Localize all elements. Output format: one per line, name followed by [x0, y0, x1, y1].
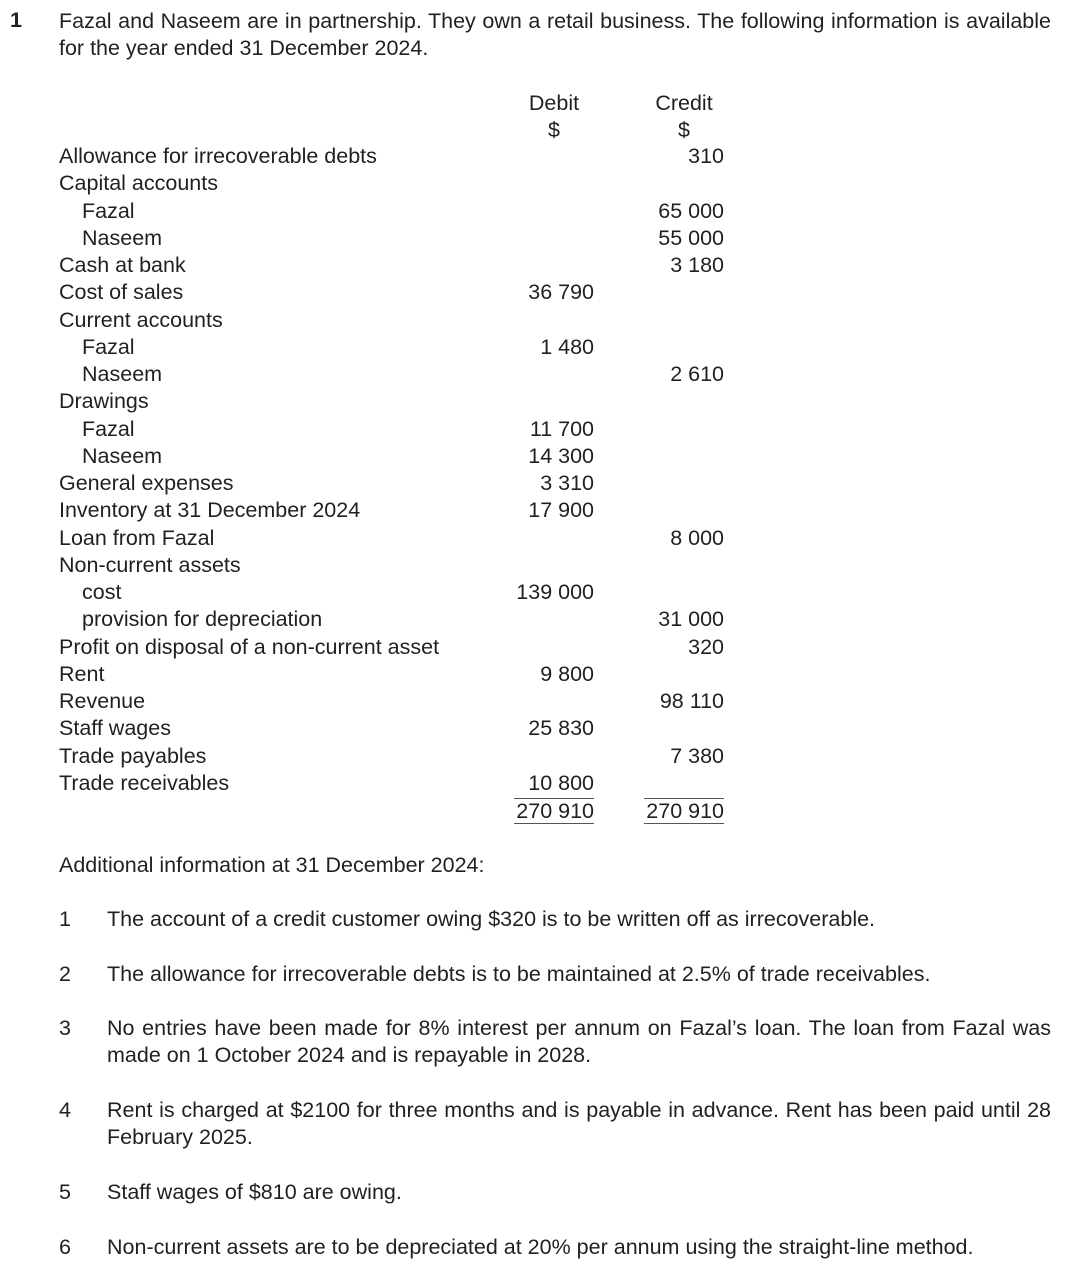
table-row: [0, 252, 1075, 279]
table-row: [0, 443, 1075, 470]
credit-value: 320: [688, 634, 724, 659]
credit-value: 98 110: [659, 689, 724, 713]
table-row: [0, 661, 1075, 688]
additional-item: [59, 1179, 1051, 1206]
row-label: Inventory at 31 December 2024: [59, 498, 361, 523]
item-text: Non-current assets are to be depreciated at 20% per annum using the straight-line method.: [107, 1235, 974, 1259]
additional-item: [59, 961, 1051, 988]
row-label: Fazal: [82, 198, 135, 223]
credit-value: 31 000: [658, 607, 724, 632]
row-label: Trade receivables: [59, 770, 230, 795]
row-label: Rent: [59, 661, 105, 686]
credit-value: 310: [688, 144, 724, 168]
item-text: No entries have been made for 8% interest per annum on Fazal’s loan. The loan from Fazal was made on 1 October 2024 and is repayable in 2028.: [107, 1016, 1051, 1067]
row-label: Cost of sales: [59, 280, 184, 305]
row-label: Fazal: [82, 416, 135, 441]
row-label: Naseem: [82, 225, 163, 250]
row-label: provision for depreciation: [82, 607, 323, 632]
table-row: [0, 416, 1075, 443]
table-row: [0, 470, 1075, 497]
row-label: Revenue: [59, 689, 146, 713]
row-label: cost: [82, 580, 122, 604]
table-row: [0, 634, 1075, 661]
debit-value: 3 310: [540, 471, 594, 495]
item-text: The allowance for irrecoverable debts is to be maintained at 2.5% of trade receivables.: [107, 962, 931, 986]
credit-value: 7 380: [670, 743, 724, 768]
additional-item: [59, 1097, 1051, 1151]
row-label: Staff wages: [59, 716, 171, 741]
row-label: Naseem: [82, 443, 163, 468]
row-label: Current accounts: [59, 307, 223, 332]
table-row: [0, 770, 1075, 797]
debit-value: 36 790: [528, 280, 594, 305]
debit-total: 270 910: [514, 798, 594, 824]
row-label: Capital accounts: [59, 171, 218, 196]
credit-value: 3 180: [670, 253, 724, 277]
debit-value: 14 300: [528, 443, 594, 468]
item-text: Staff wages of $810 are owing.: [107, 1180, 402, 1204]
row-label: Cash at bank: [59, 253, 186, 277]
totals-row: [0, 797, 1075, 824]
row-label: Fazal: [82, 334, 135, 359]
table-row: [0, 606, 1075, 633]
row-label: Trade payables: [59, 743, 207, 768]
trial-balance: [0, 143, 1075, 824]
credit-value: 65 000: [658, 198, 724, 223]
table-row: [0, 525, 1075, 552]
table-row: [0, 143, 1075, 170]
credit-header: Credit: [655, 91, 713, 115]
table-row: [0, 334, 1075, 361]
debit-value: 11 700: [529, 416, 594, 441]
credit-value: 8 000: [670, 525, 724, 550]
question-intro: Fazal and Naseem are in partnership. They own a retail business. The following information is available for the year ended 31 December 2024.: [59, 9, 1051, 60]
row-label: Naseem: [82, 362, 163, 386]
table-row: [0, 279, 1075, 306]
table-row: [0, 388, 1075, 415]
credit-value: 55 000: [658, 225, 724, 250]
debit-value: 1 480: [540, 334, 594, 359]
debit-value: 139 000: [516, 580, 594, 604]
item-text: The account of a credit customer owing $320 is to be written off as irrecoverable.: [107, 907, 876, 931]
item-number: 5: [59, 1180, 71, 1204]
row-label: Allowance for irrecoverable debts: [59, 144, 377, 168]
credit-currency: $: [678, 118, 690, 142]
item-number: 6: [59, 1235, 71, 1259]
table-row: [0, 361, 1075, 388]
debit-currency: $: [548, 118, 560, 142]
debit-value: 17 900: [528, 498, 594, 523]
debit-value: 25 830: [528, 716, 594, 741]
additional-item: [59, 906, 1051, 933]
item-number: 2: [59, 962, 71, 986]
row-label: Loan from Fazal: [59, 525, 215, 550]
row-label: Drawings: [59, 389, 149, 414]
additional-item: [59, 1015, 1051, 1069]
credit-total: 270 910: [644, 798, 724, 824]
table-row: [0, 170, 1075, 197]
row-label: General expenses: [59, 471, 234, 495]
debit-value: 10 800: [528, 770, 594, 795]
table-row: [0, 198, 1075, 225]
debit-value: 9 800: [540, 661, 594, 686]
additional-heading: Additional information at 31 December 2024:: [59, 853, 485, 877]
table-row: [0, 688, 1075, 715]
item-number: 1: [59, 907, 71, 931]
additional-item: [59, 1234, 1051, 1261]
table-row: [0, 579, 1075, 606]
item-number: 3: [59, 1016, 71, 1040]
question-number: 1: [10, 8, 22, 32]
row-label: Non-current assets: [59, 552, 241, 577]
table-row: [0, 743, 1075, 770]
item-text: Rent is charged at $2100 for three months and is payable in advance. Rent has been paid until 28 February 2025.: [107, 1098, 1051, 1149]
debit-header: Debit: [528, 91, 580, 115]
row-label: Profit on disposal of a non-current asset: [59, 634, 440, 659]
table-row: [0, 552, 1075, 579]
item-number: 4: [59, 1098, 71, 1122]
credit-value: 2 610: [670, 362, 724, 386]
table-row: [0, 225, 1075, 252]
table-row: [0, 497, 1075, 524]
table-row: [0, 715, 1075, 742]
table-row: [0, 307, 1075, 334]
